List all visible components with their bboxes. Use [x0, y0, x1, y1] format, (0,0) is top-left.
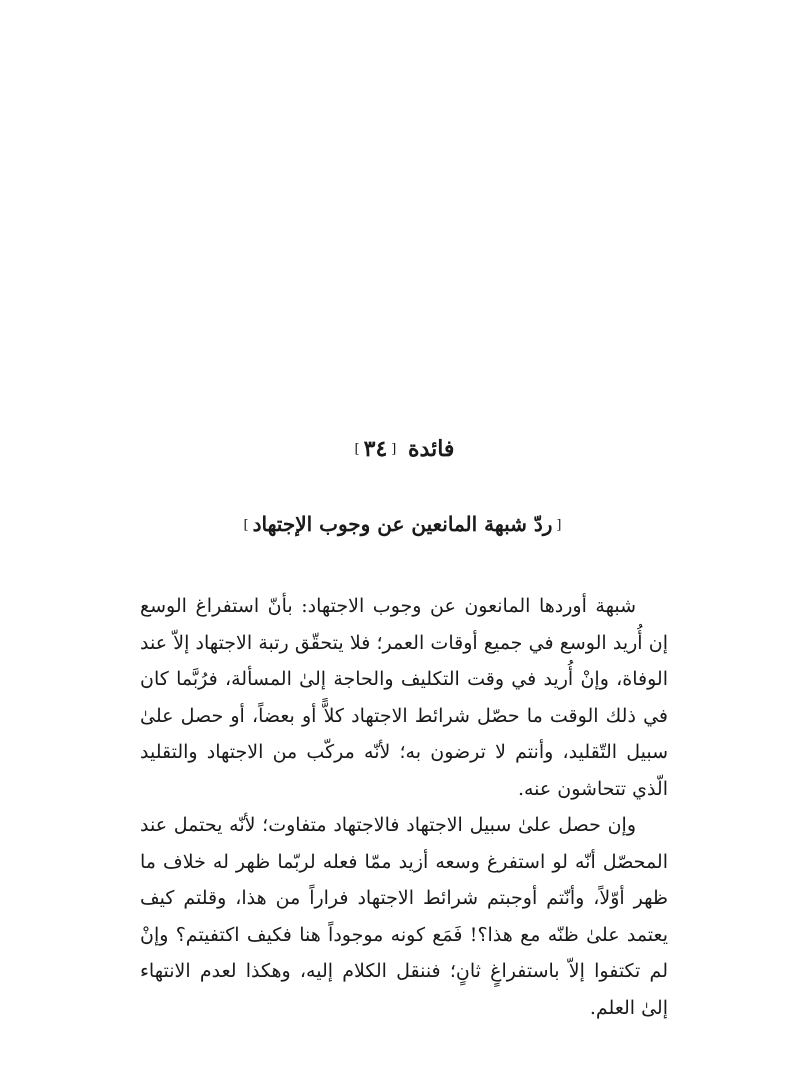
- heading-number: ٣٤: [363, 436, 388, 462]
- heading-bracket-close: ]: [354, 442, 360, 457]
- body-text: [140, 588, 668, 1026]
- section-heading: [0, 432, 805, 467]
- section-subheading: [0, 508, 805, 542]
- subheading-bracket-close: ]: [243, 517, 249, 533]
- heading-bracket-open: [: [391, 442, 397, 457]
- subheading-text: ردّ شبهة المانعين عن وجوب الإجتهاد: [252, 512, 553, 536]
- paragraph-2: وإن حصل علىٰ سبيل الاجتهاد فالاجتهاد متفاوت؛ لأنّه يحتمل عند المحصّل أنّه لو استفرغ وسعه أزيد ممّا فعله لربّما ظهر له خلاف ما ظهر أوّلاً، وأنّتم أوجبتم شرائط الاجتهاد فراراً من هذا، وقلتم كيف يعتمد علىٰ ظنّه مع هذا؟! فَمَع كونه موجوداً هنا فكيف اكتفيتم؟ وإنْ لم تكتفوا إلاّ باستفراغٍ ثانٍ؛ فننقل الكلام إليه، وهكذا لعدم الانتهاء إلىٰ العلم.: [140, 814, 668, 1019]
- heading-title-word: فائدة: [408, 436, 455, 462]
- subheading-bracket-open: [: [556, 517, 562, 533]
- paragraph-1: شبهة أوردها المانعون عن وجوب الاجتهاد: بأنّ استفراغ الوسع إن أُريد الوسع في جميع أوقات العمر؛ فلا يتحقّق رتبة الاجتهاد إلاّ عند الوفاة، وإنْ أُريد في وقت التكليف والحاجة إلىٰ المسألة، فرُبَّما كان في ذلك الوقت ما حصّل شرائط الاجتهاد كلاًّ أو بعضاً، أو حصل علىٰ سبيل التّقليد، وأنتم لا ترضون به؛ لأنّه مركّب من الاجتهاد والتقليد الّذي تتحاشون عنه.: [140, 595, 668, 800]
